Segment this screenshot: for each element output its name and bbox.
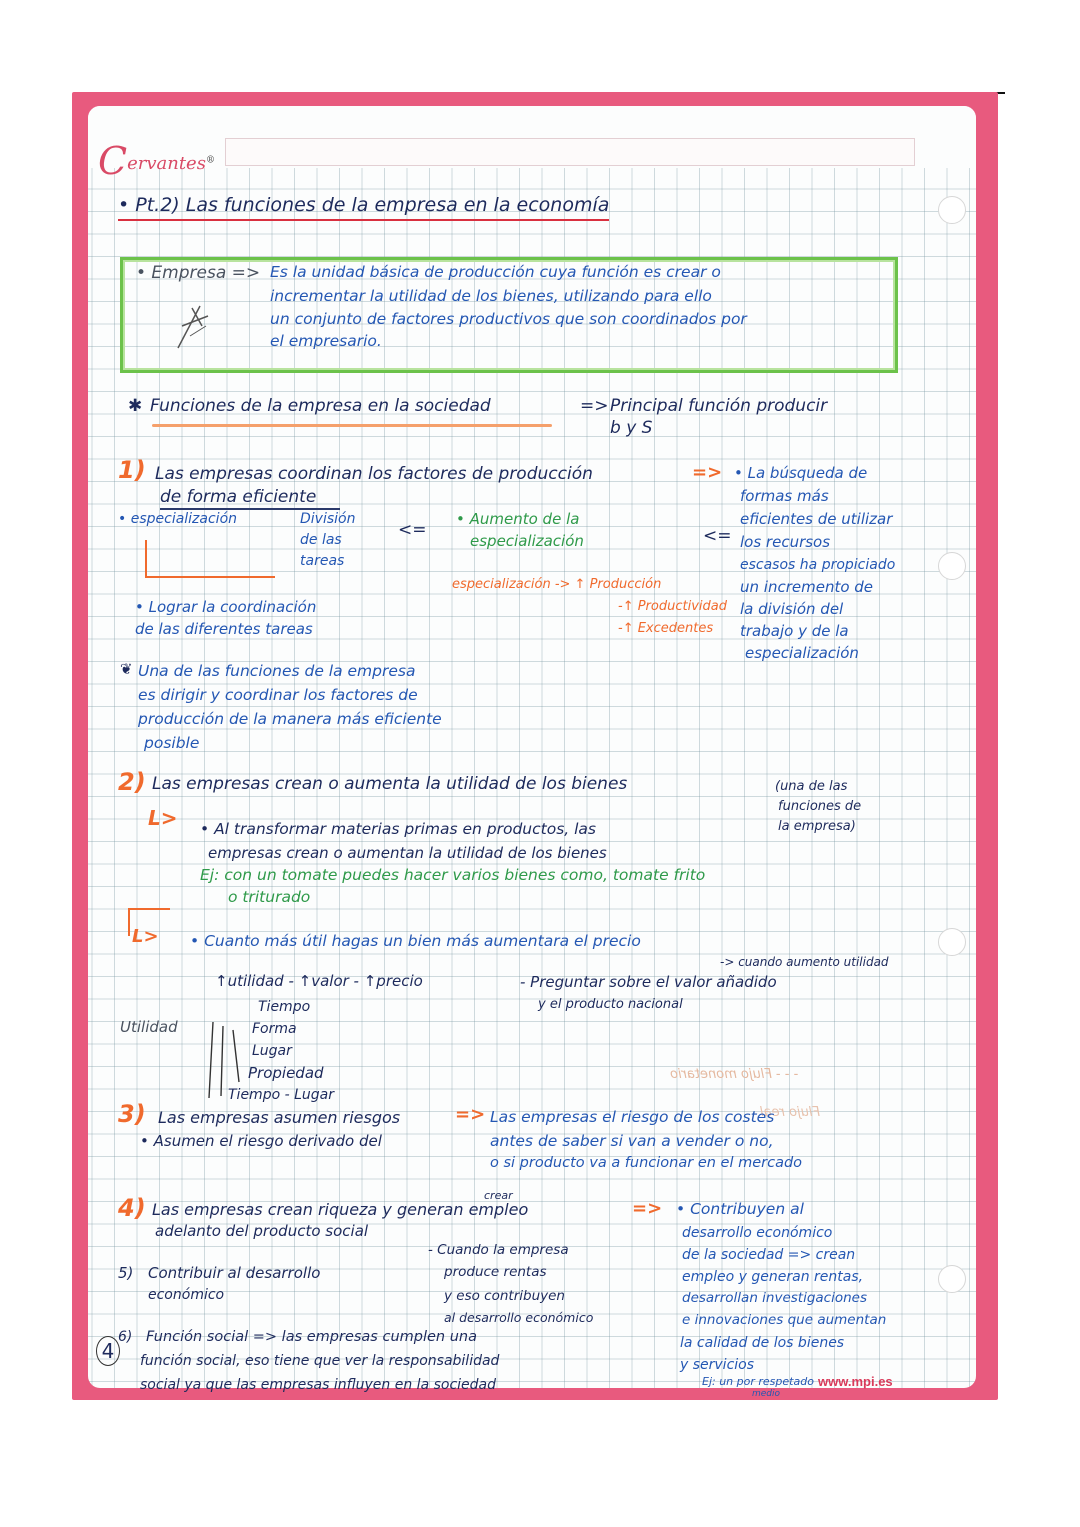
aumento-line-2: especialización [470,532,584,550]
section-2-c1: • Cuanto más útil hagas un bien más aumentara el precio [190,932,641,950]
utility-place: Lugar [252,1043,292,1059]
page-number-circle: 4 [96,1336,120,1366]
page-title: • Pt.2) Las funciones de la empresa en la economía [118,196,609,215]
utility-time-place: Tiempo - Lugar [228,1087,334,1103]
division-line-1: División [300,511,356,527]
faded-backprint-1: - - - Flujo monetario [670,1067,799,1082]
section-4-r7: la calidad de los bienes [680,1335,845,1351]
section-4-r5: desarrollan investigaciones [682,1290,868,1306]
note-line-1: Una de las funciones de la empresa [138,662,416,680]
coordination-line-2: de las diferentes tareas [135,620,313,638]
search-line-2: formas más [740,487,829,505]
section-4-r1: • Contribuyen al [676,1200,804,1218]
section-3-r3: o si producto va a funcionar en el mercado [490,1155,803,1171]
section-6-line-3: social ya que las empresas influyen en la sociedad [140,1377,497,1393]
search-line-9: especialización [745,644,859,662]
section-5-m1: - Cuando la empresa [428,1242,569,1258]
section-2-example: Ej: con un tomate puedes hacer varios bienes como, tomate frito [200,866,706,884]
section-4-number: 4) [118,1194,146,1222]
section-2-ask-2: y el producto nacional [538,997,683,1012]
binder-hole-icon [938,928,966,956]
effect-production: especialización -> ↑ Producción [452,577,662,592]
section-5-m4: al desarrollo económico [444,1310,594,1325]
functions-main: Principal función producir [610,396,828,416]
utility-form: Forma [252,1021,297,1037]
section-2-aside-2: funciones de [778,799,862,814]
section-4-r3: de la sociedad => crean [682,1247,856,1263]
highlight-underline [152,424,552,427]
section-2-ask: - Preguntar sobre el valor añadido [520,973,777,991]
section-1-arrow: => [692,462,723,483]
faded-backprint-2: Flujo real [760,1105,820,1120]
definition-line-2: incrementar la utilidad de los bienes, utilizando para ello [270,287,712,305]
section-2-aside-3: la empresa) [778,819,856,834]
section-1-title: Las empresas coordinan los factores de producción [155,464,593,484]
section-4-title-2: adelanto del producto social [155,1222,369,1240]
pen-sketch-icon [172,296,216,352]
functions-arrow: => [580,396,609,416]
section-4-crear: crear [484,1189,513,1202]
section-1-title-2: de forma eficiente [160,487,317,507]
binder-hole-icon [938,1265,966,1293]
definition-line-4: el empresario. [270,332,382,350]
section-4-r4: empleo y generan rentas, [682,1269,864,1285]
section-3-r1: Las empresas el riesgo de los costes [490,1108,775,1126]
search-line-8: trabajo y de la [740,622,849,640]
section-4-r2: desarrollo económico [682,1225,833,1241]
section-5-number: 5) [118,1264,134,1282]
search-line-7: la división del [740,600,844,618]
section-2-example-2: o triturado [228,888,311,906]
section-5-m2: produce rentas [444,1264,547,1280]
note-line-4: posible [144,734,200,752]
section-1-underline [160,508,340,510]
section-5-m3: y eso contribuyen [444,1288,565,1304]
section-2-note: -> cuando aumento utilidad [720,955,889,969]
utility-time: Tiempo [258,999,311,1015]
section-4-title: Las empresas crean riqueza y generan empleo [152,1200,529,1219]
search-line-4: los recursos [740,533,831,551]
section-2-marker-2: L> [132,926,159,947]
specialization-label: • especialización [118,511,238,527]
section-6-line-2: función social, eso tiene que ver la responsabilidad [140,1353,500,1369]
binder-hole-icon [938,196,966,224]
section-5-title-2: económico [148,1287,225,1303]
section-3-sub: • Asumen el riesgo derivado del [140,1132,382,1150]
note-line-2: es dirigir y coordinar los factores de [138,686,418,704]
utility-label: Utilidad [120,1018,178,1036]
section-2-aside-1: (una de las [775,779,848,794]
section-3-title: Las empresas asumen riesgos [158,1108,401,1127]
binder-hole-icon [938,552,966,580]
website-link[interactable]: www.mpi.es [818,1374,893,1389]
section-4-r8: y servicios [680,1357,755,1373]
functions-star-icon: ✱ [128,396,143,416]
effect-surplus: -↑ Excedentes [618,621,714,636]
section-1-number: 1) [118,456,146,484]
aumento-line-1: • Aumento de la [456,510,580,528]
section-2-marker-1: L> [148,806,178,830]
arrow-left-2: <= [703,526,732,546]
section-4-r6: e innovaciones que aumentan [682,1312,887,1328]
search-line-6: un incremento de [740,578,874,596]
section-2-number: 2) [118,768,146,796]
functions-heading: Funciones de la empresa en la sociedad [150,396,491,416]
functions-main-sub: b y S [610,418,653,438]
definition-term: • Empresa => [136,263,261,283]
section-2-b1: • Al transformar materias primas en productos, las [200,820,597,838]
search-line-3: eficientes de utilizar [740,510,893,528]
section-5-title: Contribuir al desarrollo [148,1264,321,1282]
note-line-3: producción de la manera más eficiente [138,710,442,728]
section-4-arrow: => [632,1198,663,1219]
effect-productivity: -↑ Productividad [618,599,727,614]
coordination-line-1: • Lograr la coordinación [135,598,317,616]
orange-bracket-arrow [145,540,275,578]
section-3-r2: antes de saber si van a vender o no, [490,1132,774,1150]
section-4-r10: medio [752,1389,781,1399]
section-6-number: 6) [118,1329,133,1345]
section-2-chain: ↑utilidad - ↑valor - ↑precio [215,972,423,990]
brand-logo: Cervantes® [98,139,215,183]
section-3-number: 3) [118,1100,146,1128]
search-line-5: escasos ha propiciado [740,557,896,573]
section-3-arrow: => [455,1104,486,1125]
division-line-3: tareas [300,553,345,569]
utility-bracket-lines [205,1022,245,1102]
division-line-2: de las [300,532,342,548]
header-field-box [225,138,915,166]
leaf-bullet-icon: ❦ [120,660,133,678]
section-2-b2: empresas crean o aumentan la utilidad de los bienes [208,844,607,862]
section-6-line-1: Función social => las empresas cumplen una [146,1329,477,1345]
section-4-r9: Ej: un por respetado [702,1375,814,1388]
utility-property: Propiedad [248,1064,324,1082]
section-2-title: Las empresas crean o aumenta la utilidad de los bienes [152,774,628,794]
arrow-left-1: <= [398,520,427,540]
definition-line-3: un conjunto de factores productivos que son coordinados por [270,310,747,328]
search-line-1: • La búsqueda de [734,464,868,482]
definition-line-1: Es la unidad básica de producción cuya función es crear o [270,263,721,281]
